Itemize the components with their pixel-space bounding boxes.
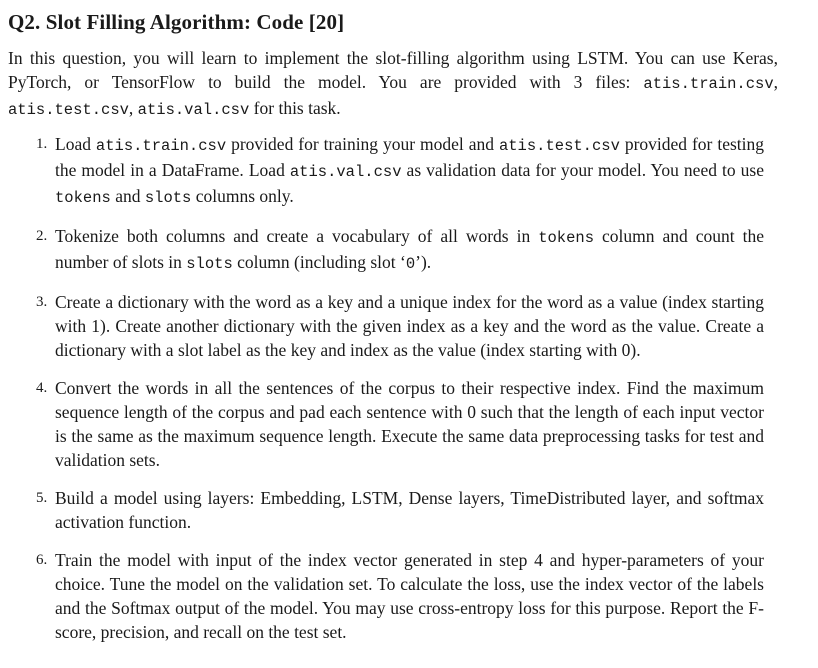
intro-paragraph (8, 46, 778, 122)
intro-separator: , (128, 98, 138, 118)
inline-code: tokens (538, 229, 594, 247)
inline-code: slots (144, 189, 192, 207)
inline-code: atis.val.csv (289, 163, 402, 181)
step-text: Create a dictionary with the word as a key and a unique index for the word as a value (index starting with 1). Create another dictionary with the given index as a key and the word as the value. Create a dictionary with a slot label as the key and index as the value (index starting with 0). (55, 292, 764, 360)
step-item (8, 290, 764, 362)
step-text: and (110, 186, 145, 206)
step-number: 6. (36, 552, 48, 568)
step-number: 3. (36, 294, 48, 310)
inline-code: slots (186, 255, 233, 273)
step-text: Convert the words in all the sentences of the corpus to their respective index. Find the maximum sequence length of the corpus and pad each sentence with 0 such that the length of each input vector is the same as the maximum sequence length. Execute the same data preprocessing tasks for test and validation sets. (55, 378, 764, 470)
step-text: provided for testing the model in a DataFrame. Load (55, 134, 765, 180)
steps-list (8, 132, 808, 658)
step-text: Tokenize both columns and create a vocabulary of all words in (55, 226, 539, 246)
step-item (8, 224, 764, 276)
step-number: 5. (36, 490, 48, 506)
inline-code: tokens (55, 189, 111, 207)
step-number: 2. (36, 228, 48, 244)
inline-code: atis.test.csv (498, 137, 620, 155)
step-number: 4. (36, 380, 48, 396)
file-name-test: atis.test.csv (8, 101, 129, 119)
step-text: Load (55, 134, 96, 154)
intro-separator: , (773, 72, 779, 92)
step-text: Train the model with input of the index vector generated in step 4 and hyper-parameters of your choice. Tune the model on the validation set. To calculate the loss, use the index vector of the labels and the Softmax output of the model. You may use cross-entropy loss for this purpose. Report the F-score, precision, and recall on the test set. (55, 550, 764, 642)
inline-code: 0 (405, 255, 416, 273)
step-item (8, 486, 764, 534)
step-item (8, 376, 764, 472)
inline-code: atis.train.csv (95, 137, 227, 155)
step-number: 1. (36, 136, 48, 152)
intro-tail: for this task. (249, 98, 341, 118)
step-text: provided for training your model and (226, 134, 499, 154)
file-name-train: atis.train.csv (643, 75, 774, 93)
step-item (8, 548, 764, 644)
step-text: column (including slot ‘ (232, 252, 406, 272)
step-text: column and count the number of slots in (55, 226, 764, 272)
step-item (8, 132, 764, 210)
step-text: as validation data for your model. You need to use (401, 160, 764, 180)
intro-text: In this question, you will learn to implement the slot-filling algorithm using LSTM. You can use Keras, PyTorch, or TensorFlow to build the model. You are provided with 3 files: (8, 48, 778, 92)
file-name-val: atis.val.csv (137, 101, 250, 119)
step-text: Build a model using layers: Embedding, LSTM, Dense layers, TimeDistributed layer, and softmax activation function. (55, 488, 764, 532)
step-text: ’). (415, 252, 432, 272)
step-text: columns only. (191, 186, 294, 206)
question-title: Q2. Slot Filling Algorithm: Code [20] (8, 10, 345, 34)
